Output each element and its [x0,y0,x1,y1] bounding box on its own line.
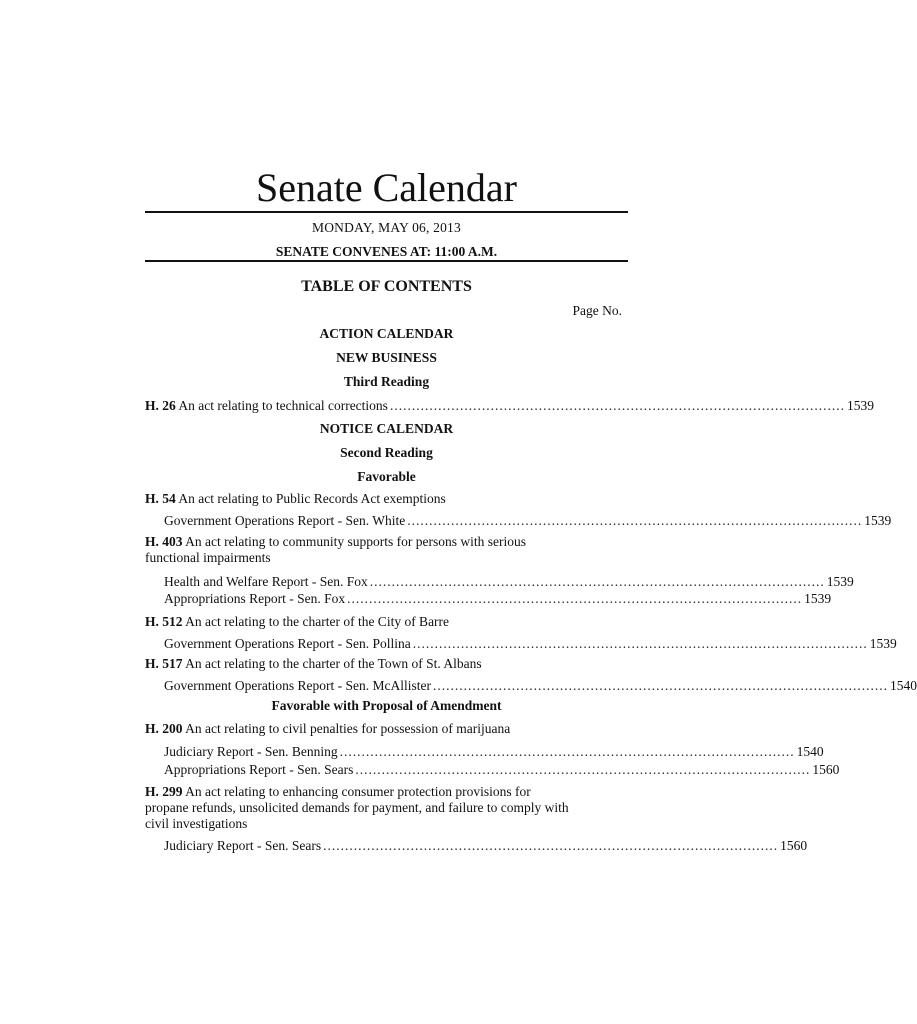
report-line[interactable] [164,678,917,694]
report-text: Government Operations Report - Sen. McAllister [164,678,431,693]
page-number-label: Page No. [572,303,622,318]
favorable-heading: Favorable [357,469,416,484]
page-number: 1540 [796,744,824,759]
bill-number: H. 517 [145,656,183,671]
bill-description-cont: civil investigations [145,816,248,831]
calendar-page [145,0,917,1024]
page-number: 1539 [826,574,854,589]
second-reading-heading: Second Reading [340,445,433,460]
report-line[interactable] [164,591,832,607]
report-text: Judiciary Report - Sen. Sears [164,838,322,853]
bill-description: An act relating to enhancing consumer protection provisions for [182,784,531,799]
leader-dots: ........................................................................................................ [339,744,795,759]
toc-entry-h200[interactable] [145,721,623,737]
report-text: Government Operations Report - Sen. White [164,513,406,528]
report-line[interactable] [164,762,840,778]
toc-entry-h512[interactable] [145,614,623,630]
leader-dots: ........................................................................................................ [407,513,863,528]
leader-dots: ........................................................................................................ [323,838,779,853]
page-number: 1539 [804,591,832,606]
bill-description: An act relating to Public Records Act exemptions [175,491,446,506]
report-line[interactable] [164,574,854,590]
bill-number: H. 26 [145,398,176,413]
bill-description: An act relating to civil penalties for possession of marijuana [182,721,511,736]
report-line[interactable] [164,636,897,652]
report-line[interactable] [164,838,808,854]
toc-entry-h517[interactable] [145,656,623,672]
leader-dots: ........................................................................................................ [432,678,888,693]
bill-description: An act relating to technical corrections [175,398,388,413]
report-text: Government Operations Report - Sen. Pollina [164,636,411,651]
bill-description: An act relating to the charter of the City of Barre [182,614,450,629]
bill-description: An act relating to the charter of the Town of St. Albans [182,656,482,671]
page-number: 1539 [846,398,874,413]
toc-entry-h299[interactable] [145,784,623,832]
calendar-date: MONDAY, MAY 06, 2013 [312,220,461,235]
report-text: Appropriations Report - Sen. Sears [164,762,354,777]
report-text: Appropriations Report - Sen. Fox [164,591,346,606]
third-reading-heading: Third Reading [343,374,430,389]
page-number: 1539 [869,636,897,651]
bill-description-cont: functional impairments [145,550,271,565]
bill-number: H. 200 [145,721,183,736]
bill-description: An act relating to community supports for persons with serious [182,534,526,549]
bill-number: H. 299 [145,784,183,799]
bill-number: H. 403 [145,534,183,549]
leader-dots: ........................................................................................................ [355,762,811,777]
page-number: 1540 [889,678,917,693]
leader-dots: ........................................................................................................ [347,591,803,606]
leader-dots: ........................................................................................................ [389,398,845,413]
page-number: 1560 [812,762,840,777]
report-line[interactable] [164,744,824,760]
new-business-heading: NEW BUSINESS [336,350,437,365]
convenes-time: SENATE CONVENES AT: 11:00 A.M. [275,244,498,259]
bill-number: H. 512 [145,614,183,629]
notice-calendar-heading: NOTICE CALENDAR [319,421,454,436]
bill-description-cont: propane refunds, unsolicited demands for payment, and failure to comply with [145,800,569,815]
leader-dots: ........................................................................................................ [369,574,825,589]
page-number: 1539 [864,513,892,528]
title-rule [145,211,628,213]
header-rule [145,260,628,262]
page-number: 1560 [780,838,808,853]
bill-number: H. 54 [145,491,176,506]
toc-entry-h403[interactable] [145,534,623,566]
leader-dots: ........................................................................................................ [412,636,868,651]
toc-title: TABLE OF CONTENTS [301,278,472,295]
report-text: Judiciary Report - Sen. Benning [164,744,338,759]
page-title: Senate Calendar [256,165,517,210]
toc-entry-h26[interactable] [145,398,874,414]
report-line[interactable] [164,513,892,529]
action-calendar-heading: ACTION CALENDAR [319,326,454,341]
favorable-amendment-heading: Favorable with Proposal of Amendment [271,698,502,713]
toc-entry-h54[interactable] [145,491,623,507]
report-text: Health and Welfare Report - Sen. Fox [164,574,368,589]
